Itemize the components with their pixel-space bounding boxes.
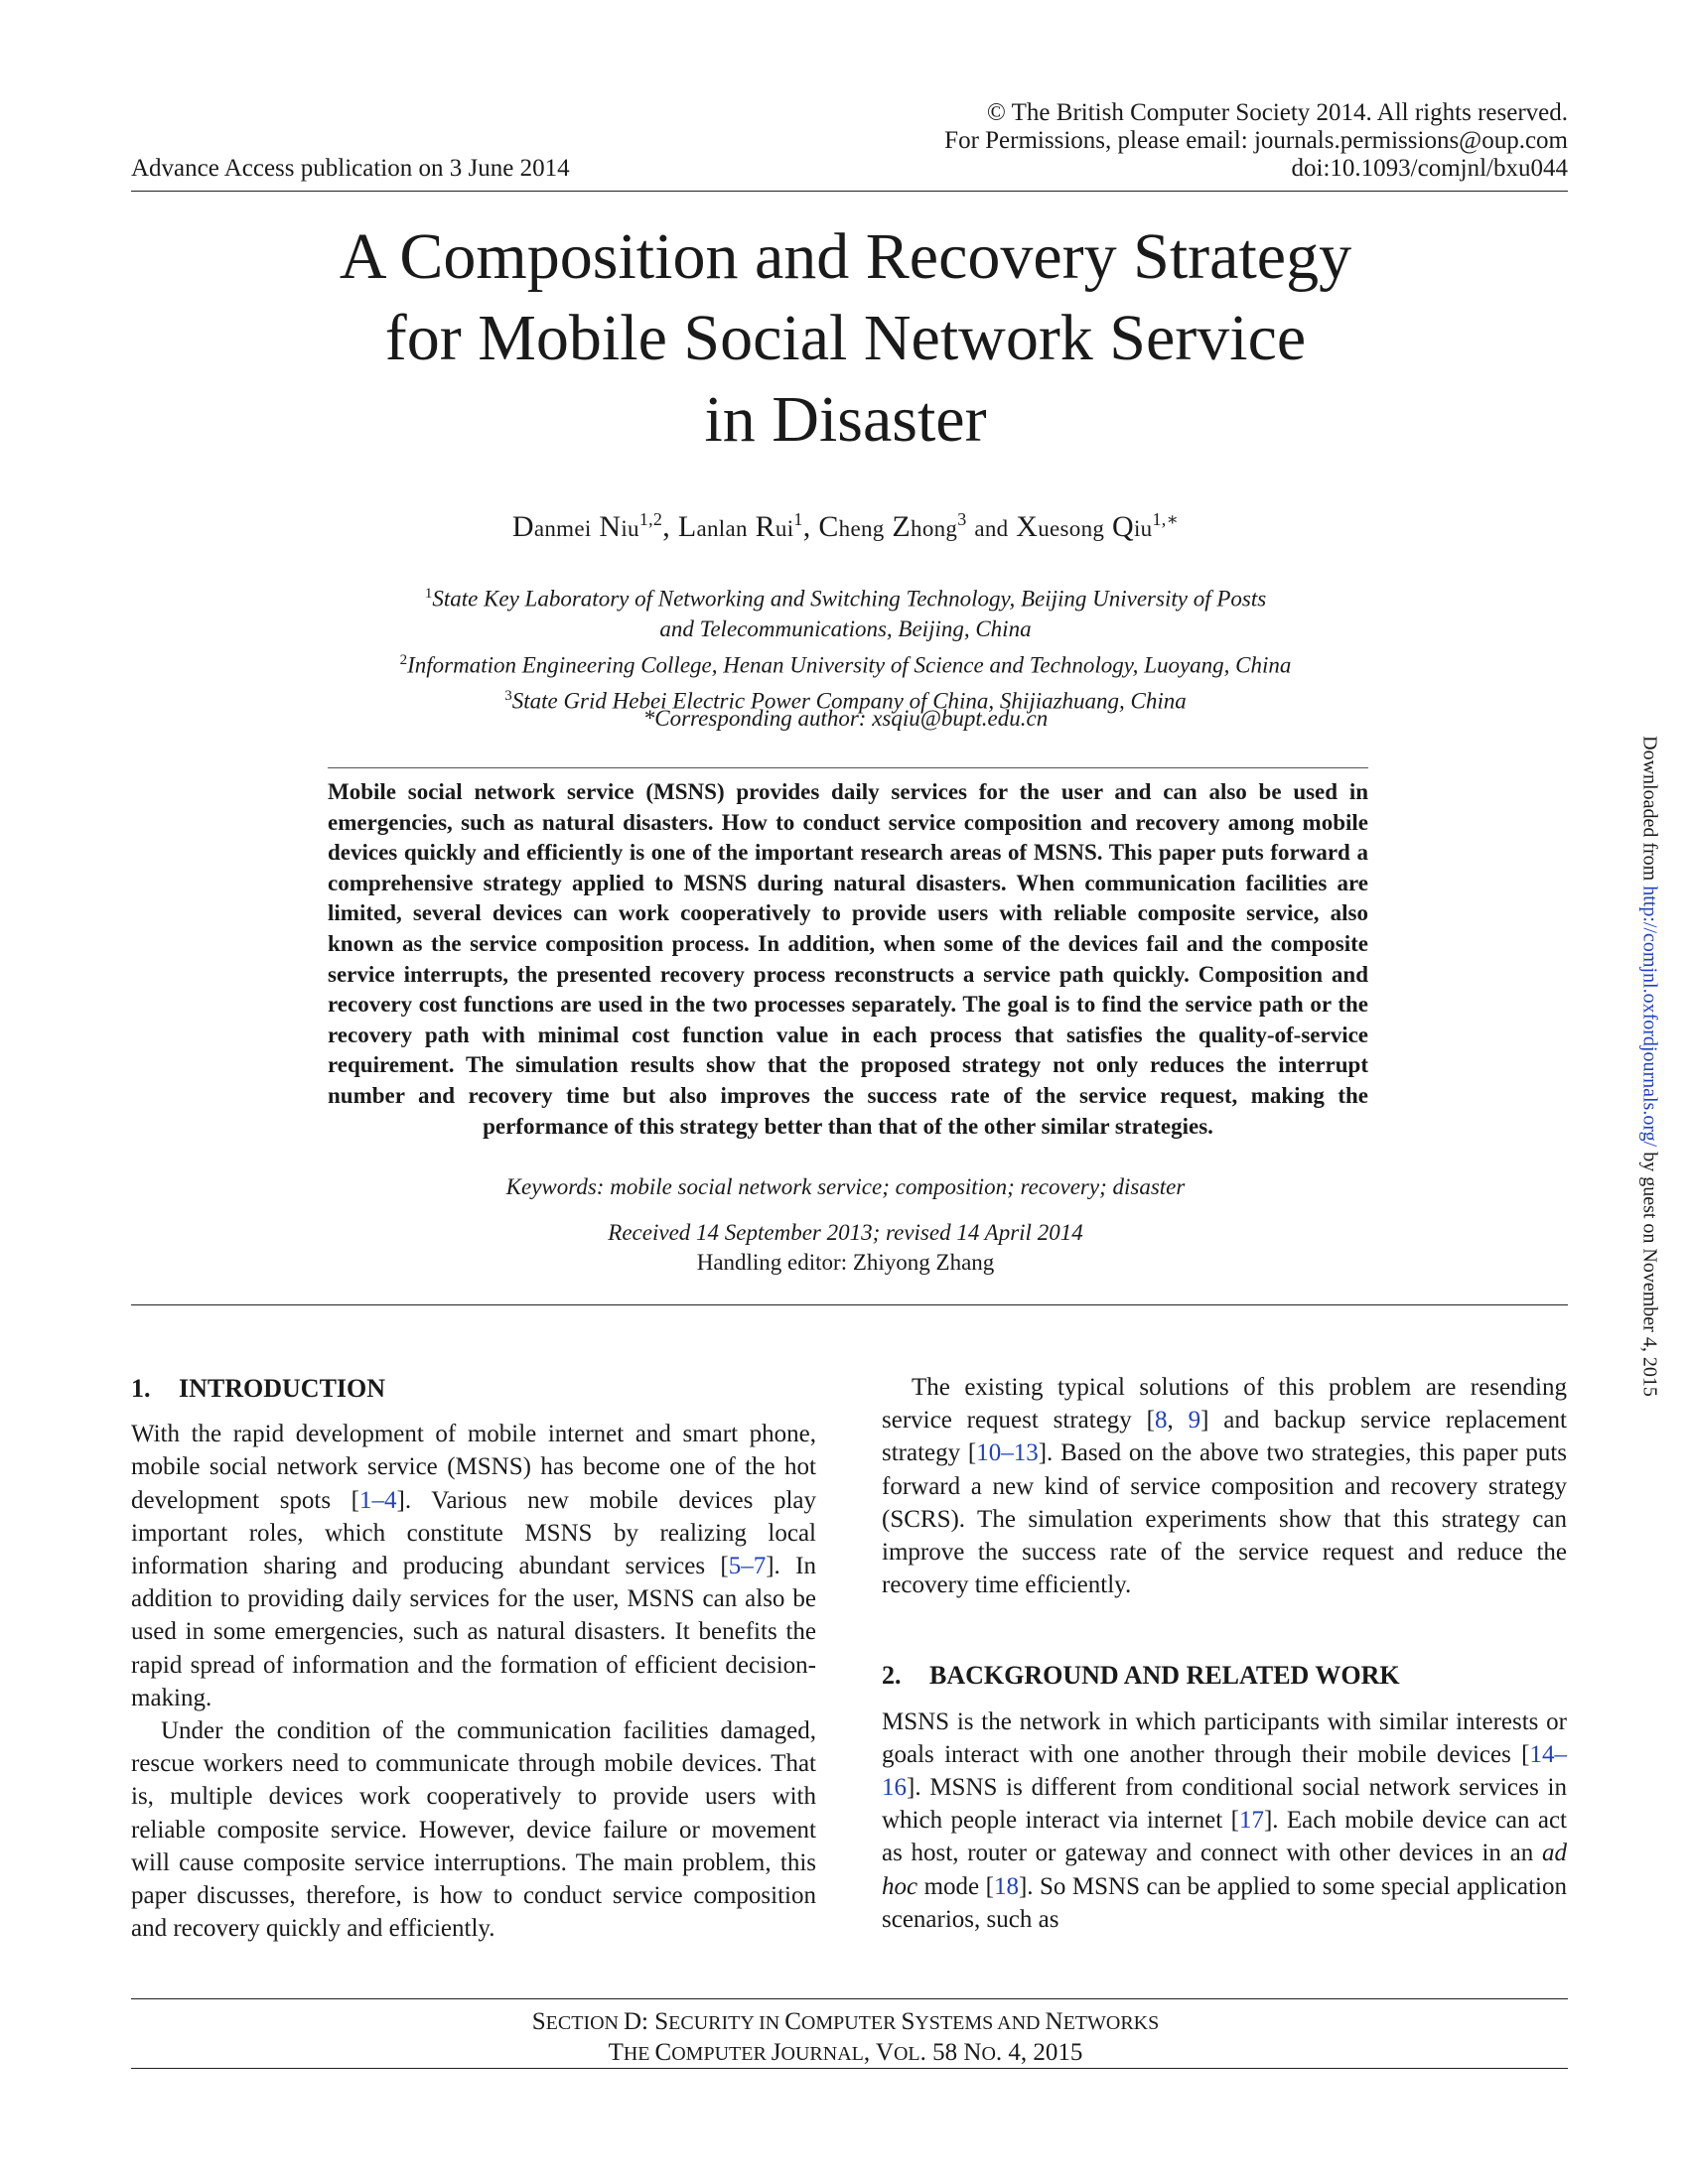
author-list xyxy=(199,501,1492,547)
citation-link[interactable]: 8 xyxy=(1154,1407,1168,1434)
title-line-3: in Disaster xyxy=(704,383,987,456)
affiliation-1a: $^1$State Key Laboratory of Networking and Switching Technology, Beijing University of Posts xyxy=(424,586,1267,612)
abstract-rule xyxy=(328,767,1368,768)
footer-section-line: SECTION D: SECURITY IN COMPUTER SYSTEMS AND NETWORKS xyxy=(531,2008,1160,2035)
keywords: Keywords: mobile social network service; composition; recovery; disaster xyxy=(505,1174,1186,1199)
affiliations xyxy=(199,579,1492,717)
citation-link[interactable]: 17 xyxy=(1238,1807,1264,1835)
title-line-1: A Composition and Recovery Strategy xyxy=(339,220,1352,293)
background-paragraph-1: MSNS is the network in which participants with similar interests or goals interact with one another through their mobile devices [14–16]. MSNS is different from conditional social network services in which people interact via internet [17]. Each mobile device can act as host, router or gateway and connect with other devices in an ad hoc mode [18]. So MSNS can be applied to some special application scenarios, such as xyxy=(882,1707,1568,1933)
advance-access-line: Advance Access publication on 3 June 2014 xyxy=(131,155,570,182)
title-line-2: for Mobile Social Network Service xyxy=(384,302,1307,374)
doi-line: doi:10.1093/comjnl/bxu044 xyxy=(1291,155,1568,182)
footer-rule-top xyxy=(131,1998,1568,1999)
intro-paragraph-2: Under the condition of the communication facilities damaged, rescue workers need to communicate through mobile devices. That is, multiple devices work cooperatively to provide users with reliable composite service. However, device failure or movement will cause composite service interruptions. The main problem, this paper discusses, therefore, is how to conduct service composition and recovery quickly and efficiently. xyxy=(131,1717,816,1943)
section-rule xyxy=(131,1304,1568,1305)
footer xyxy=(199,2007,1492,2069)
permissions-line: For Permissions, please email: journals.permissions@oup.com xyxy=(944,127,1568,154)
received-dates: Received 14 September 2013; revised 14 April 2014 xyxy=(608,1220,1083,1245)
affiliation-1b: and Telecommunications, Beijing, China xyxy=(659,616,1032,642)
citation-link[interactable]: 9 xyxy=(1188,1407,1201,1434)
header-right xyxy=(674,99,1568,183)
copyright-line: © The British Computer Society 2014. All rights reserved. xyxy=(986,99,1568,126)
corresponding-author: *Corresponding author: xsqiu@bupt.edu.cn xyxy=(642,706,1049,731)
handling-editor: Handling editor: Zhiyong Zhang xyxy=(696,1250,995,1275)
citation-link[interactable]: 1–4 xyxy=(359,1486,397,1514)
author-2: Lanlan Rui$^1$, xyxy=(677,509,819,543)
author-3: Cheng Zhong$^3$ xyxy=(818,509,967,543)
section-2-heading: 2. BACKGROUND AND RELATED WORK xyxy=(882,1661,1400,1691)
affiliation-2: $^2$Information Engineering College, Henan University of Science and Technology, Luoyang, China xyxy=(399,651,1292,678)
affiliation-3: $^3$State Grid Hebei Electric Power Company of China, Shijiazhuang, China xyxy=(504,687,1187,714)
abstract: Mobile social network service (MSNS) provides daily services for the user and can also be used in emergencies, such as natural disasters. How to conduct service composition and recovery among mobile devices quickly and efficiently is one of the important research areas of MSNS. This paper puts forward a comprehensive strategy applied to MSNS during natural disasters. When communication facilities are limited, several devices can work cooperatively to provide users with reliable composite service, also known as the service composition process. In addition, when some of the devices fail and the composite service interrupts, the presented recovery process reconstructs a service path quickly. Composition and recovery cost functions are used in the two processes separately. The goal is to find the service path or the recovery path with minimal cost function value in each process that satisfies the quality-of-service requirement. The simulation results show that the proposed strategy not only reduces the interrupt number and recovery time but also improves the success rate of the service request, making the performance of this strategy better than that of the other similar strategies. xyxy=(328,779,1368,1139)
author-and: and xyxy=(974,516,1009,541)
section-1-heading: 1. INTRODUCTION xyxy=(131,1374,386,1403)
footer-rule-bottom xyxy=(131,2068,1568,2069)
download-note: Downloaded from http://comjnl.oxfordjournals.org/ by guest on November 4, 2015 xyxy=(1638,736,1661,1397)
author-1: Danmei Niu$^{1,2}$, xyxy=(511,509,678,543)
footer-journal-line: THE COMPUTER JOURNAL, VOL. 58 NO. 4, 2015 xyxy=(608,2039,1083,2066)
left-column xyxy=(131,1372,816,1945)
intro-paragraph-1: With the rapid development of mobile internet and smart phone, mobile social network service (MSNS) has become one of the hot development spots [1–4]. Various new mobile devices play important roles, which constitute MSNS by realizing local information sharing and producing abundant services [5–7]. In addition to providing daily services for the user, MSNS can also be used in some emergencies, such as natural disasters. It benefits the rapid spread of information and the formation of efficient decision-making. xyxy=(131,1421,816,1711)
citation-link[interactable]: 14–16 xyxy=(882,1740,1567,1802)
header-rule xyxy=(131,191,1568,192)
citation-link[interactable]: 5–7 xyxy=(728,1553,767,1580)
journal-link[interactable]: http://comjnl.oxfordjournals.org/ xyxy=(1638,886,1661,1148)
intro-paragraph-3: The existing typical solutions of this problem are resending service request strategy [8, 9] and backup service replacement strategy [10–13]. Based on the above two strategies, this paper puts forward a new kind of service composition and recovery strategy (SCRS). The simulation experiments show that this strategy can improve the success rate of the service request and reduce the recovery time efficiently. xyxy=(882,1374,1567,1599)
citation-link[interactable]: 10–13 xyxy=(976,1439,1039,1467)
paper-title xyxy=(199,216,1492,461)
citation-link[interactable]: 18 xyxy=(993,1872,1019,1900)
right-column xyxy=(882,1371,1567,1936)
author-4: Xuesong Qiu$^{1,∗}$ xyxy=(1016,509,1180,543)
